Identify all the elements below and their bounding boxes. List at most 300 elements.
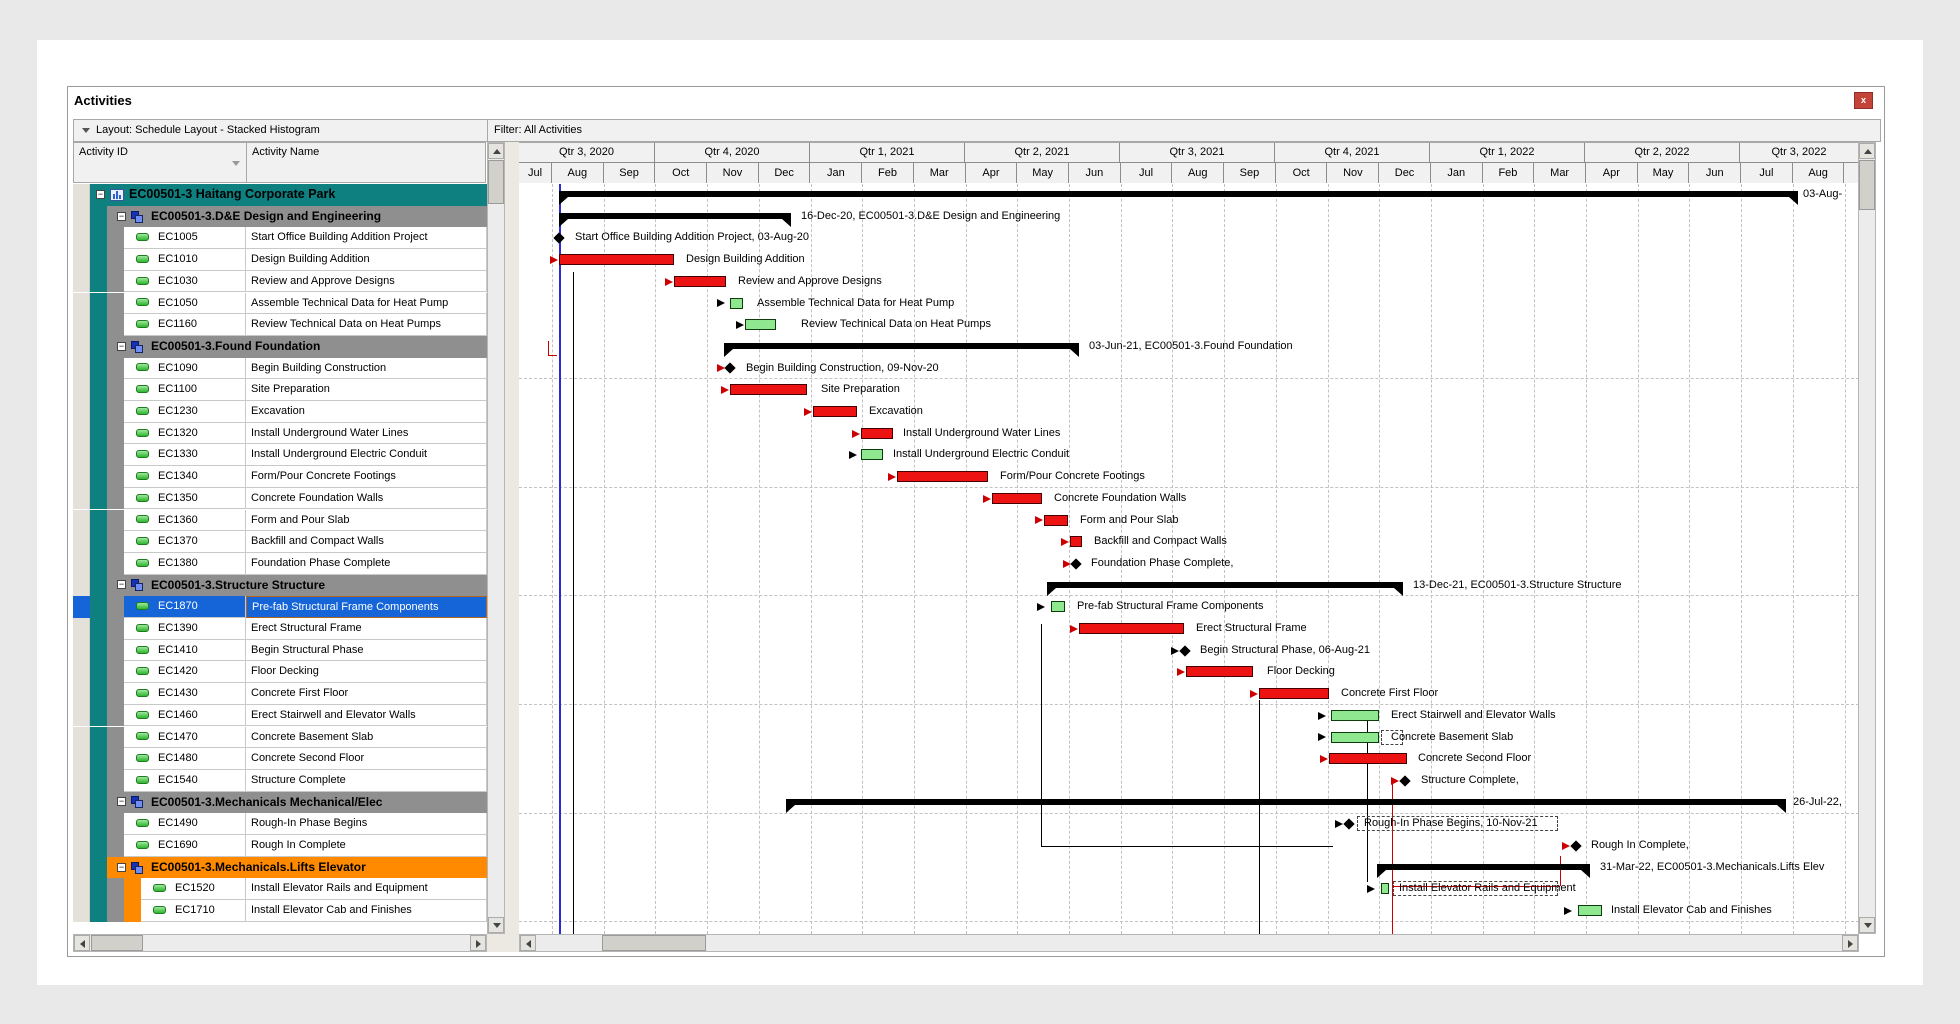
indent-band-wbs: [107, 596, 124, 618]
activity-id-cell[interactable]: [124, 683, 246, 705]
timescale-month: Aug: [1793, 163, 1845, 183]
activity-id-cell[interactable]: [141, 878, 246, 900]
bar-label: Pre-fab Structural Frame Components: [1077, 600, 1264, 613]
indent-band-project: [90, 748, 107, 770]
tvscroll-thumb[interactable]: [488, 160, 504, 204]
activity-name-cell[interactable]: Excavation: [246, 401, 487, 423]
table-row[interactable]: [73, 792, 487, 814]
summary-finish-icon: [1070, 349, 1079, 357]
thscroll-right-button[interactable]: [470, 935, 486, 951]
table-row[interactable]: [73, 444, 487, 466]
row-gridline: [519, 487, 1859, 488]
connector-arrow-icon: [804, 408, 812, 416]
activity-id-cell[interactable]: [124, 401, 246, 423]
activity-icon: [136, 298, 149, 306]
bar-label: Form/Pour Concrete Footings: [1000, 470, 1145, 483]
timescale-month: Jun: [1069, 163, 1121, 183]
activity-id-cell[interactable]: [124, 379, 246, 401]
summary-start-icon: [1047, 588, 1056, 596]
activity-bar[interactable]: [897, 471, 988, 482]
indent-band-wbs: [107, 488, 124, 510]
relationship-line: [1041, 624, 1042, 846]
timescale-month: Apr: [1586, 163, 1638, 183]
table-row[interactable]: [73, 878, 487, 900]
table-row[interactable]: [73, 640, 487, 662]
activity-id-cell[interactable]: [124, 293, 246, 315]
thscroll-thumb[interactable]: [91, 935, 143, 951]
activity-name-cell[interactable]: Concrete Basement Slab: [246, 727, 487, 749]
bar-label: Form and Pour Slab: [1080, 513, 1179, 526]
table-row[interactable]: [73, 379, 487, 401]
connector-arrow-icon: [888, 473, 896, 481]
activity-id-cell[interactable]: [124, 596, 246, 618]
row-selector[interactable]: [73, 553, 90, 575]
connector-arrow-icon: [1367, 885, 1375, 893]
indent-band-project: [90, 423, 107, 445]
gantt-horizontal-scrollbar[interactable]: [519, 934, 1859, 952]
wbs-indent-band: [90, 792, 107, 814]
table-row[interactable]: [73, 553, 487, 575]
activity-id-cell[interactable]: [124, 314, 246, 336]
activity-id-cell[interactable]: [124, 748, 246, 770]
row-selector[interactable]: [73, 878, 90, 900]
column-header-activity-name[interactable]: Activity Name: [252, 146, 320, 158]
row-selector[interactable]: [73, 401, 90, 423]
activity-id-cell[interactable]: [124, 727, 246, 749]
indent-band-project: [90, 401, 107, 423]
bar-label: Assemble Technical Data for Heat Pump: [757, 296, 955, 309]
month-gridline: [1586, 184, 1587, 934]
activity-name-cell[interactable]: Rough In Complete: [246, 835, 487, 857]
wbs-icon-front: [135, 866, 143, 874]
table-vertical-scrollbar[interactable]: [487, 142, 505, 934]
summary-bar[interactable]: [1047, 582, 1403, 588]
collapse-icon[interactable]: −: [118, 210, 125, 221]
indent-band-project: [90, 683, 107, 705]
table-row[interactable]: [73, 857, 487, 879]
month-gridline: [655, 184, 656, 934]
activity-id: EC1005: [158, 231, 198, 244]
activity-name-cell[interactable]: Install Elevator Rails and Equipment: [246, 878, 487, 900]
row-selector[interactable]: [73, 336, 90, 358]
activity-name-cell[interactable]: Erect Stairwell and Elevator Walls: [246, 705, 487, 727]
wbs-icon: [131, 862, 144, 874]
table-row[interactable]: [73, 271, 487, 293]
bar-label: Foundation Phase Complete,: [1091, 556, 1234, 569]
table-row[interactable]: [73, 900, 487, 922]
activity-name-cell[interactable]: Concrete Second Floor: [246, 748, 487, 770]
row-selector[interactable]: [73, 444, 90, 466]
activity-name-cell[interactable]: Review Technical Data on Heat Pumps: [246, 314, 487, 336]
activity-id: EC1710: [175, 904, 215, 917]
indent-band-wbs: [107, 227, 124, 249]
activity-bar[interactable]: [1329, 753, 1407, 764]
activity-bar[interactable]: [1259, 688, 1329, 699]
table-row[interactable]: [73, 661, 487, 683]
activity-id: EC1360: [158, 513, 198, 526]
row-selector[interactable]: [73, 683, 90, 705]
milestone-icon[interactable]: [1399, 775, 1410, 786]
bar-label: 16-Dec-20, EC00501-3.D&E Design and Engineering: [801, 209, 1061, 222]
activity-name-cell[interactable]: Install Underground Electric Conduit: [246, 444, 487, 466]
timescale-quarter: Qtr 1, 2021: [810, 143, 965, 163]
left-arrow-icon: [80, 940, 85, 948]
summary-bar[interactable]: [786, 799, 1786, 805]
row-selector[interactable]: [73, 770, 90, 792]
activity-id: EC1100: [158, 383, 197, 396]
activity-name-cell[interactable]: Design Building Addition: [246, 249, 487, 271]
activity-bar[interactable]: [861, 449, 883, 460]
timescale-month: Aug: [1172, 163, 1224, 183]
indent-band-project: [90, 531, 107, 553]
activity-id-cell[interactable]: [124, 770, 246, 792]
table-row[interactable]: [73, 293, 487, 315]
activity-icon: [136, 515, 149, 523]
collapse-icon[interactable]: −: [118, 796, 125, 807]
page-background: [37, 40, 1923, 985]
activity-id-cell[interactable]: [124, 423, 246, 445]
summary-start-icon: [786, 805, 795, 813]
table-row[interactable]: [73, 358, 487, 380]
activity-id-cell[interactable]: [124, 488, 246, 510]
activity-icon: [136, 363, 149, 371]
indent-band-project: [90, 878, 107, 900]
connector-arrow-icon: [1061, 538, 1069, 546]
bar-label: Install Elevator Rails and Equipment: [1399, 882, 1576, 895]
row-selector[interactable]: [73, 293, 90, 315]
activity-id: EC1230: [158, 405, 198, 417]
table-row[interactable]: [73, 314, 487, 336]
table-row[interactable]: [73, 510, 487, 532]
activity-id-cell[interactable]: [124, 835, 246, 857]
activity-icon: [136, 711, 149, 719]
month-gridline: [1328, 184, 1329, 934]
table-row[interactable]: [73, 249, 487, 271]
row-selector[interactable]: [73, 466, 90, 488]
activity-bar[interactable]: [730, 298, 743, 309]
activity-name-cell[interactable]: Erect Structural Frame: [246, 618, 487, 640]
filter-label: Filter: All Activities: [494, 124, 583, 136]
gvscroll-up-button[interactable]: [1859, 143, 1875, 159]
activity-bar[interactable]: [1070, 536, 1082, 547]
column-filter-icon[interactable]: [232, 161, 240, 166]
ghscroll-left-button[interactable]: [520, 935, 536, 951]
table-row[interactable]: [73, 466, 487, 488]
row-selector[interactable]: [73, 748, 90, 770]
row-selector[interactable]: [73, 423, 90, 445]
table-row[interactable]: [73, 748, 487, 770]
up-arrow-icon: [1864, 149, 1872, 154]
activity-name-cell[interactable]: Begin Structural Phase: [246, 640, 487, 662]
wbs-indent-band: [90, 857, 107, 879]
row-selector[interactable]: [73, 249, 90, 271]
timescale-month: Nov: [707, 163, 759, 183]
table-row[interactable]: [73, 770, 487, 792]
milestone-icon[interactable]: [553, 233, 564, 244]
table-row[interactable]: [73, 705, 487, 727]
row-selector[interactable]: [73, 835, 90, 857]
indent-band-project: [90, 358, 107, 380]
row-selector[interactable]: [73, 813, 90, 835]
milestone-icon[interactable]: [1070, 558, 1081, 569]
summary-bar[interactable]: [1377, 864, 1590, 870]
activity-bar[interactable]: [745, 319, 776, 330]
activity-id-cell[interactable]: [141, 900, 246, 922]
wbs-icon: [131, 579, 144, 591]
close-icon[interactable]: x: [1854, 92, 1873, 109]
table-row[interactable]: [73, 575, 487, 597]
row-selector[interactable]: [73, 900, 90, 922]
milestone-icon[interactable]: [1343, 818, 1354, 829]
milestone-icon[interactable]: [1570, 840, 1581, 851]
filter-bar[interactable]: [487, 119, 1881, 142]
table-horizontal-scrollbar[interactable]: [73, 934, 487, 952]
row-selector[interactable]: [73, 640, 90, 662]
connector-arrow-icon: [1391, 777, 1399, 785]
bar-label: Rough In Complete,: [1591, 839, 1689, 851]
activity-name-cell[interactable]: Site Preparation: [246, 379, 487, 401]
activity-name-cell[interactable]: Install Elevator Cab and Finishes: [246, 900, 487, 922]
table-row[interactable]: [73, 531, 487, 553]
activity-name-cell[interactable]: Start Office Building Addition Project: [246, 227, 487, 249]
activity-id-cell[interactable]: [124, 813, 246, 835]
row-selector[interactable]: [73, 727, 90, 749]
connector-arrow-icon: [721, 386, 729, 394]
activity-id-cell[interactable]: [124, 227, 246, 249]
activity-id: EC1090: [158, 361, 198, 374]
row-selector[interactable]: [73, 618, 90, 640]
relationship-line: [548, 355, 557, 356]
gvscroll-thumb[interactable]: [1859, 160, 1875, 210]
activity-name-cell[interactable]: Rough-In Phase Begins: [246, 813, 487, 835]
activity-id-cell[interactable]: [124, 510, 246, 532]
wbs-icon: [131, 796, 144, 808]
timescale-month: Apr: [966, 163, 1018, 183]
activity-id: EC1330: [158, 448, 198, 461]
summary-start-icon: [559, 197, 568, 205]
indent-band-wbs: [107, 770, 124, 792]
activity-bar[interactable]: [1079, 623, 1184, 634]
activity-id: EC1430: [158, 687, 198, 700]
timescale-month: Jan: [1431, 163, 1483, 183]
bar-label: Start Office Building Addition Project, 03-Aug-20: [575, 231, 809, 244]
row-selector[interactable]: [73, 206, 90, 228]
collapse-icon[interactable]: −: [118, 579, 125, 590]
table-row[interactable]: [73, 423, 487, 445]
timescale-month: Jul: [1121, 163, 1173, 183]
activity-id-cell[interactable]: [124, 618, 246, 640]
activity-id-cell[interactable]: [124, 531, 246, 553]
bar-label: Erect Stairwell and Elevator Walls: [1391, 708, 1556, 721]
milestone-icon[interactable]: [1179, 645, 1190, 656]
row-gridline: [519, 813, 1859, 814]
indent-band-project: [90, 271, 107, 293]
wbs-name: EC00501-3.Mechanicals.Lifts Elevator: [151, 859, 366, 874]
summary-bar[interactable]: [559, 191, 1798, 197]
table-row[interactable]: [73, 683, 487, 705]
activity-bar[interactable]: [1051, 601, 1065, 612]
activity-bar[interactable]: [730, 384, 807, 395]
table-row[interactable]: [73, 727, 487, 749]
connector-arrow-icon: [1035, 516, 1043, 524]
indent-band-project: [90, 488, 107, 510]
activity-icon: [153, 906, 166, 914]
activity-icon: [136, 320, 149, 328]
activity-name-cell[interactable]: Concrete Foundation Walls: [246, 488, 487, 510]
connector-arrow-icon: [1250, 690, 1258, 698]
row-selector[interactable]: [73, 314, 90, 336]
activity-name-cell[interactable]: Begin Building Construction: [246, 358, 487, 380]
activity-bar[interactable]: [674, 276, 726, 287]
activity-name-cell[interactable]: Backfill and Compact Walls: [246, 531, 487, 553]
table-row[interactable]: [73, 596, 487, 618]
wbs-icon-front: [135, 583, 143, 591]
activity-name-cell[interactable]: Form/Pour Concrete Footings: [246, 466, 487, 488]
table-row[interactable]: [73, 488, 487, 510]
connector-arrow-icon: [1037, 603, 1045, 611]
activity-id-cell[interactable]: [124, 444, 246, 466]
table-row[interactable]: [73, 618, 487, 640]
summary-bar[interactable]: [724, 343, 1079, 349]
activity-bar[interactable]: [861, 428, 893, 439]
timescale-month: Oct: [1276, 163, 1328, 183]
connector-arrow-icon: [717, 299, 725, 307]
activity-id-cell[interactable]: [124, 705, 246, 727]
table-row[interactable]: [73, 401, 487, 423]
activity-id: EC1160: [158, 318, 197, 331]
activity-icon: [136, 841, 149, 849]
month-gridline: [1741, 184, 1742, 934]
activity-name-cell[interactable]: Concrete First Floor: [246, 683, 487, 705]
table-row[interactable]: [73, 336, 487, 358]
activity-name-cell[interactable]: Pre-fab Structural Frame Components: [246, 596, 487, 618]
row-gridline: [519, 595, 1859, 596]
collapse-icon[interactable]: −: [118, 861, 125, 872]
row-selector[interactable]: [73, 379, 90, 401]
row-selector[interactable]: [73, 510, 90, 532]
timescale-month: May: [1638, 163, 1690, 183]
activity-bar[interactable]: [1381, 883, 1389, 894]
connector-arrow-icon: [736, 321, 744, 329]
ghscroll-right-button[interactable]: [1842, 935, 1858, 951]
table-row[interactable]: [73, 206, 487, 228]
ghscroll-thumb[interactable]: [602, 935, 706, 951]
row-selector[interactable]: [73, 792, 90, 814]
table-row[interactable]: [73, 813, 487, 835]
activity-id: EC1870: [158, 600, 198, 613]
activity-name-cell[interactable]: Form and Pour Slab: [246, 510, 487, 532]
timescale-month: Feb: [862, 163, 914, 183]
connector-arrow-icon: [983, 495, 991, 503]
activity-id-cell[interactable]: [124, 553, 246, 575]
row-selector[interactable]: [73, 531, 90, 553]
bar-label: Install Underground Electric Conduit: [893, 448, 1070, 461]
activity-id-cell[interactable]: [124, 466, 246, 488]
activity-bar[interactable]: [1044, 515, 1068, 526]
row-selector[interactable]: [73, 488, 90, 510]
indent-band-project: [90, 249, 107, 271]
activity-name-cell[interactable]: Structure Complete: [246, 770, 487, 792]
row-selector[interactable]: [73, 596, 90, 618]
activity-id-cell[interactable]: [124, 661, 246, 683]
activity-name-cell[interactable]: Install Underground Water Lines: [246, 423, 487, 445]
row-selector[interactable]: [73, 358, 90, 380]
row-selector[interactable]: [73, 271, 90, 293]
indent-band-wbs: [107, 748, 124, 770]
row-selector[interactable]: [73, 661, 90, 683]
timescale-quarter: Qtr 3, 2021: [1120, 143, 1275, 163]
bar-label: Backfill and Compact Walls: [1094, 535, 1227, 548]
timescale-month: Jan: [811, 163, 863, 183]
collapse-icon[interactable]: −: [97, 188, 104, 199]
row-selector[interactable]: [73, 857, 90, 879]
activity-name-cell[interactable]: Foundation Phase Complete: [246, 553, 487, 575]
indent-band-wbs: [107, 314, 124, 336]
activity-id-cell[interactable]: [124, 271, 246, 293]
timescale-month: Sep: [1224, 163, 1276, 183]
activity-bar[interactable]: [1578, 905, 1602, 916]
activity-bar[interactable]: [559, 254, 674, 265]
gvscroll-down-button[interactable]: [1859, 917, 1875, 933]
milestone-icon[interactable]: [724, 363, 735, 374]
indent-band-wbs: [107, 683, 124, 705]
activity-bar[interactable]: [813, 406, 857, 417]
bar-label: Rough-In Phase Begins, 10-Nov-21: [1364, 817, 1538, 830]
layout-options-bar[interactable]: [73, 119, 488, 142]
activity-bar[interactable]: [1186, 666, 1253, 677]
gantt-vertical-scrollbar[interactable]: [1858, 142, 1876, 934]
bar-label: Concrete Foundation Walls: [1054, 491, 1187, 504]
table-row[interactable]: [73, 835, 487, 857]
thscroll-left-button[interactable]: [74, 935, 90, 951]
activity-name-cell[interactable]: Floor Decking: [246, 661, 487, 683]
activity-name-cell[interactable]: Review and Approve Designs: [246, 271, 487, 293]
pane-splitter[interactable]: [505, 142, 519, 952]
row-selector[interactable]: [73, 227, 90, 249]
timescale-month: Dec: [1379, 163, 1431, 183]
relationship-line: [1041, 846, 1333, 847]
tvscroll-up-button[interactable]: [488, 143, 504, 159]
activity-id-cell[interactable]: [124, 249, 246, 271]
column-header-activity-id[interactable]: Activity ID: [74, 143, 247, 182]
table-row[interactable]: [73, 184, 487, 206]
activity-id-cell[interactable]: [124, 358, 246, 380]
activity-id-cell[interactable]: [124, 640, 246, 662]
activity-icon: [136, 385, 149, 393]
timescale-quarter: Qtr 1, 2022: [1430, 143, 1585, 163]
activity-name-cell[interactable]: Assemble Technical Data for Heat Pump: [246, 293, 487, 315]
timescale-month: Aug: [552, 163, 604, 183]
tvscroll-down-button[interactable]: [488, 917, 504, 933]
activity-id: EC1520: [175, 882, 215, 895]
activity-bar[interactable]: [992, 493, 1042, 504]
wbs-name: EC00501-3.Found Foundation: [151, 338, 321, 353]
indent-band-wbs2: [124, 900, 141, 922]
table-row[interactable]: [73, 227, 487, 249]
row-selector[interactable]: [73, 705, 90, 727]
bar-label: Install Underground Water Lines: [903, 426, 1061, 439]
activity-bar[interactable]: [1331, 732, 1379, 743]
activity-id: EC1380: [158, 556, 198, 569]
activity-bar[interactable]: [1331, 710, 1379, 721]
project-icon: [110, 189, 124, 201]
bar-label: Concrete First Floor: [1341, 687, 1439, 700]
collapse-icon[interactable]: −: [118, 340, 125, 351]
connector-arrow-icon: [849, 451, 857, 459]
summary-bar[interactable]: [559, 213, 791, 219]
row-selector[interactable]: [73, 184, 90, 206]
row-selector[interactable]: [73, 575, 90, 597]
